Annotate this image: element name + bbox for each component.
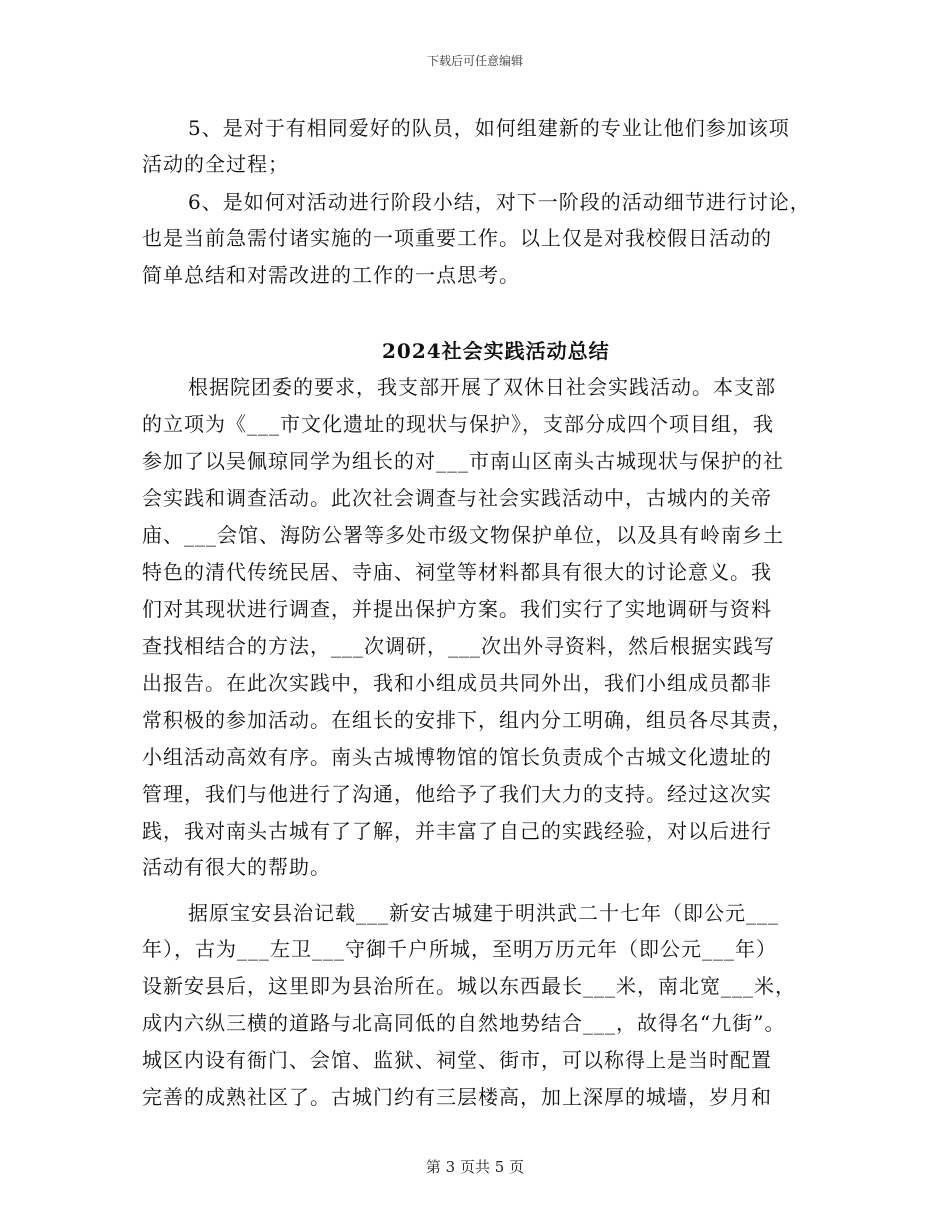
paragraph-line: 成内六纵三横的道路与北高同低的自然地势结合___，故得名“九街”。 bbox=[142, 1011, 786, 1035]
paragraph-line: 6、是如何对活动进行阶段小结，对下一阶段的活动细节进行讨论， bbox=[188, 190, 811, 214]
paragraph-line: 特色的清代传统民居、寺庙、祠堂等材料都具有很大的讨论意义。我 bbox=[142, 560, 772, 584]
section-title: 2024社会实践活动总结 bbox=[382, 339, 610, 363]
paragraph-line: 常积极的参加活动。在组长的安排下，组内分工明确，组员各尽其责， bbox=[142, 708, 793, 732]
paragraph-line: 简单总结和对需改进的工作的一点思考。 bbox=[142, 263, 520, 287]
paragraph-line: 小组活动高效有序。南头古城博物馆的馆长负责成个古城文化遗址的 bbox=[142, 745, 772, 769]
paragraph-line: 据原宝安县治记载___新安古城建于明洪武二十七年（即公元___ bbox=[188, 901, 779, 925]
paragraph-line: 年），古为___左卫___守御千户所城，至明万历元年（即公元___年） bbox=[142, 937, 777, 961]
paragraph-line: 的立项为《___市文化遗址的现状与保护》，支部分成四个项目组，我 bbox=[142, 412, 774, 436]
paragraph-line: 查找相结合的方法，___次调研，___次出外寻资料，然后根据实践写 bbox=[142, 634, 775, 658]
paragraph-line: 5、是对于有相同爱好的队员，如何组建新的专业让他们参加该项 bbox=[188, 116, 790, 140]
paragraph-line: 管理，我们与他进行了沟通，他给予了我们大力的支持。经过这次实 bbox=[142, 782, 772, 806]
page-header: 下载后可任意编辑 bbox=[426, 54, 523, 68]
paragraph-line: 们对其现状进行调查，并提出保护方案。我们实行了实地调研与资料 bbox=[142, 597, 772, 621]
page-footer: 第 3 页共 5 页 bbox=[425, 1158, 525, 1176]
paragraph-line: 参加了以吴佩琼同学为组长的对___市南山区南头古城现状与保护的社 bbox=[142, 449, 784, 473]
paragraph-line: 完善的成熟社区了。古城门约有三层楼高，加上深厚的城墙，岁月和 bbox=[142, 1085, 772, 1109]
paragraph-line: 活动有很大的帮助。 bbox=[142, 855, 331, 879]
paragraph-line: 出报告。在此次实践中，我和小组成员共同外出，我们小组成员都非 bbox=[142, 671, 772, 695]
paragraph-line: 活动的全过程； bbox=[142, 152, 289, 176]
paragraph-line: 根据院团委的要求，我支部开展了双休日社会实践活动。本支部 bbox=[188, 375, 776, 399]
paragraph-line: 庙、___会馆、海防公署等多处市级文物保护单位，以及具有岭南乡土 bbox=[142, 523, 784, 547]
paragraph-line: 践，我对南头古城有了了解，并丰富了自己的实践经验，对以后进行 bbox=[142, 819, 772, 843]
paragraph-line: 城区内设有衙门、会馆、监狱、祠堂、街市，可以称得上是当时配置 bbox=[142, 1048, 772, 1072]
paragraph-line: 也是当前急需付诸实施的一项重要工作。以上仅是对我校假日活动的 bbox=[142, 226, 772, 250]
paragraph-line: 会实践和调查活动。此次社会调查与社会实践活动中，古城内的关帝 bbox=[142, 486, 772, 510]
paragraph-line: 设新安县后，这里即为县治所在。城以东西最长___米，南北宽___米， bbox=[142, 974, 796, 998]
